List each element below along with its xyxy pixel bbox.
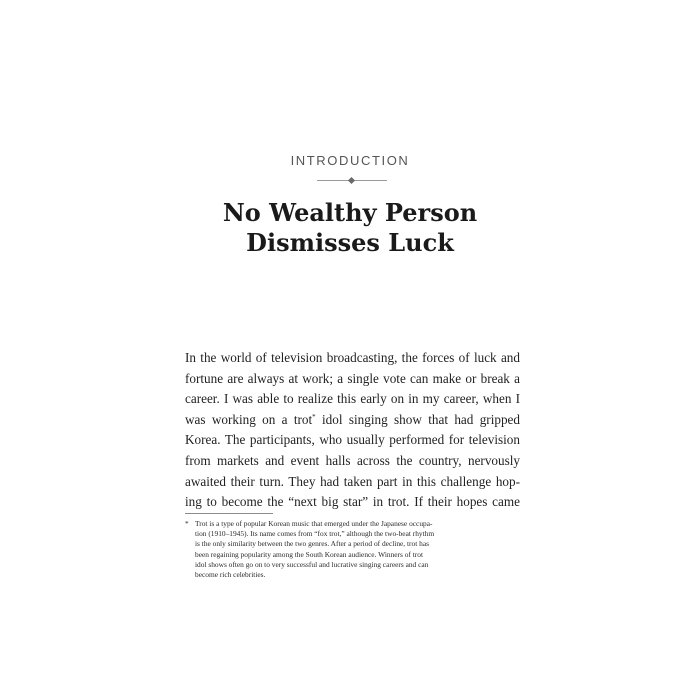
body-line: career. I was able to realize this early on in my career, when I <box>185 391 520 407</box>
footnote-reference-marker: * <box>312 412 316 421</box>
body-line-text: was working on a trot <box>185 411 313 427</box>
footnote-line: been regaining popularity among the South Korean audience. Winners of trot <box>195 549 423 559</box>
diamond-ornament-icon <box>348 177 355 184</box>
body-line: fortune are always at work; a single vote can make or break a <box>185 370 520 386</box>
chapter-label: INTRODUCTION <box>290 153 410 168</box>
body-line: Korea. The participants, who usually performed for television <box>185 432 520 448</box>
body-line: awaited their turn. They had taken part in this challenge hop- <box>185 473 520 489</box>
ornament-divider <box>317 178 387 184</box>
footnote-line: Trot is a type of popular Korean music that emerged under the Japanese occupa- <box>195 519 433 528</box>
footnote-line: is the only similarity between the two genres. After a period of decline, trot has <box>195 539 429 549</box>
footnote <box>185 519 525 580</box>
body-line-with-footnote-ref <box>185 410 520 431</box>
footnote-separator <box>185 513 273 514</box>
footnote-text <box>195 519 525 580</box>
body-line: from markets and event halls across the country, nervously <box>185 452 520 468</box>
chapter-title-line-2: Dismisses Luck <box>246 228 454 257</box>
body-paragraph <box>185 348 520 513</box>
footnote-line: idol shows often go on to very successful and lucrative singing careers and can <box>195 559 429 569</box>
body-line: ing to become the “next big star” in trot. If their hopes came <box>185 494 520 510</box>
body-line: In the world of television broadcasting, the forces of luck and <box>185 350 520 365</box>
footnote-line: tion (1910–1945). Its name comes from “fox trot,” although the two-beat rhythm <box>195 529 435 539</box>
chapter-title <box>0 198 700 258</box>
footnote-marker: * <box>185 519 189 528</box>
footnote-line: become rich celebrities. <box>195 570 266 580</box>
body-line-text: idol singing show that had gripped <box>315 411 520 427</box>
chapter-title-line-1: No Wealthy Person <box>222 198 478 227</box>
